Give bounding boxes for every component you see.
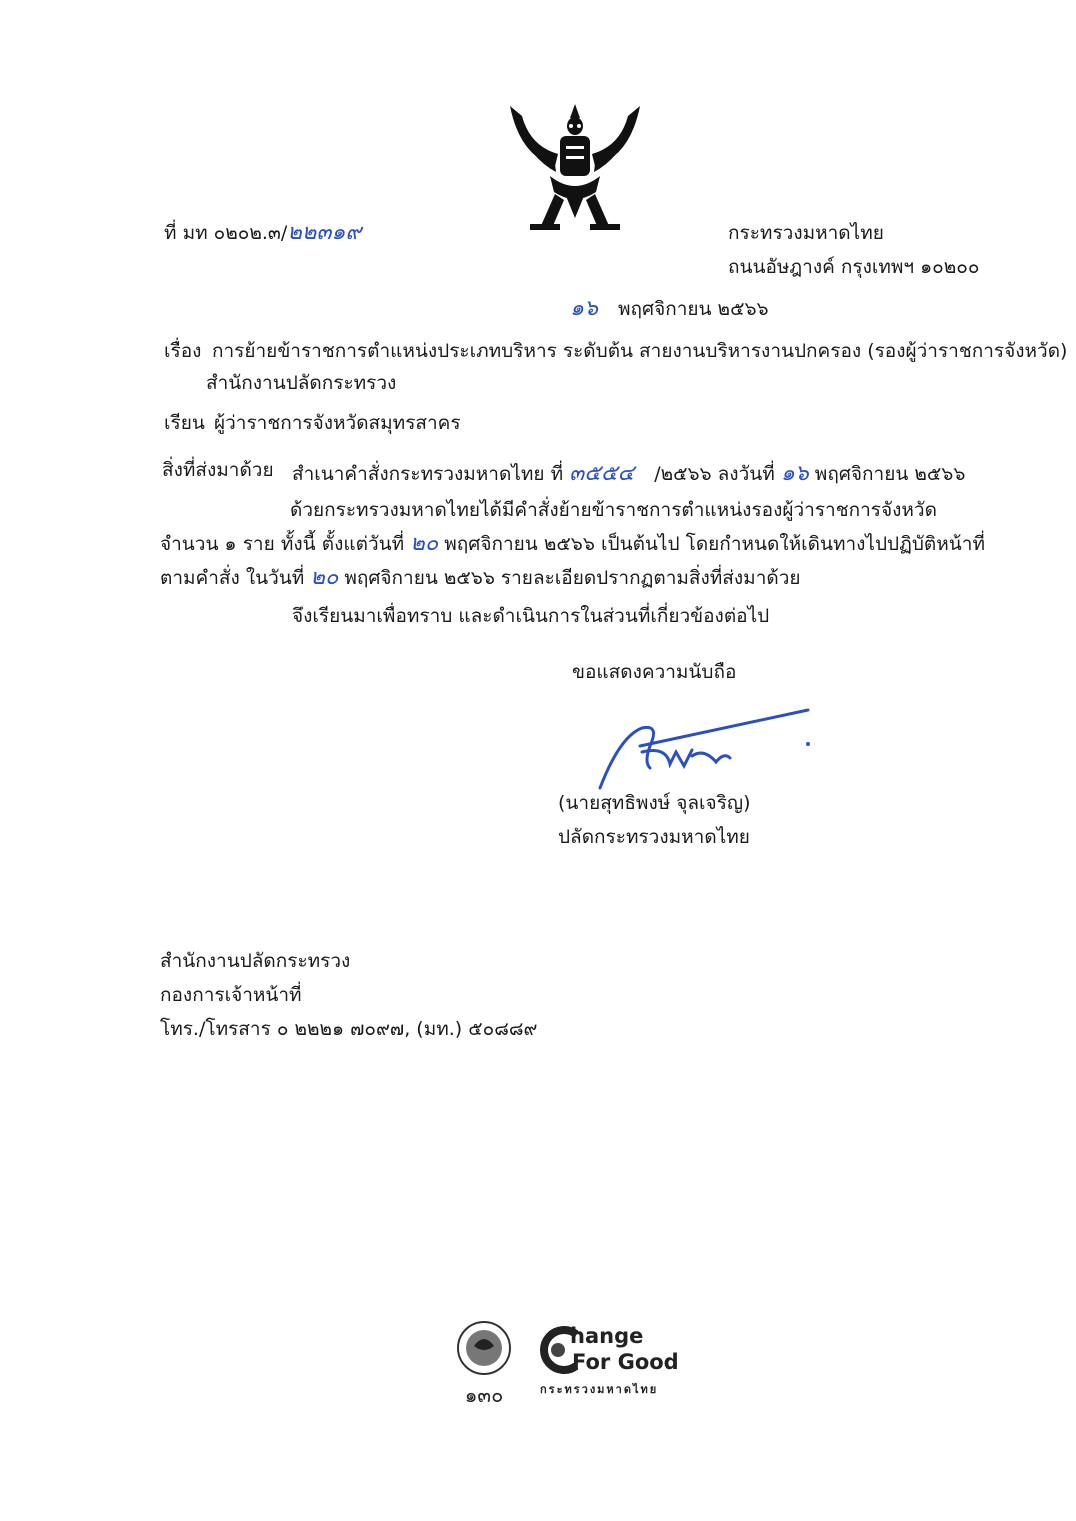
subject-label: เรื่อง	[164, 340, 202, 362]
reference-prefix: ที่ มท ๐๒๐๒.๓/	[164, 222, 288, 244]
change-for-good-logo	[536, 1322, 696, 1398]
ministry-name: กระทรวงมหาดไทย	[728, 222, 884, 244]
enclosure-month-year: พฤศจิกายน ๒๕๖๖	[814, 463, 966, 485]
enclosure-text	[292, 455, 965, 490]
anniversary-number: ๑๓๐	[464, 1383, 504, 1407]
for-good-word: For Good	[572, 1350, 679, 1374]
body-paragraph-2: จึงเรียนมาเพื่อทราบ และดำเนินการในส่วนที่เกี่ยวข้องต่อไป	[292, 605, 770, 627]
salutation-recipient: ผู้ว่าราชการจังหวัดสมุทรสาคร	[214, 412, 461, 434]
reference-handwritten: ๒๒๓๑๙	[287, 220, 362, 245]
body-day-2-handwritten: ๒๐	[310, 565, 339, 590]
signatory-position: ปลัดกระทรวงมหาดไทย	[558, 826, 750, 848]
enclosure-day-handwritten: ๑๖	[780, 461, 809, 486]
closing-regards: ขอแสดงความนับถือ	[572, 661, 737, 683]
body-paragraph-1	[160, 493, 985, 595]
letter-date	[570, 290, 769, 325]
footer-phone: โทร./โทรสาร ๐ ๒๒๒๑ ๗๐๙๗, (มท.) ๕๐๘๘๙	[160, 1018, 538, 1040]
enclosure-number-handwritten: ๓๕๕๔	[569, 461, 635, 486]
enclosure-date-label: /๒๕๖๖ ลงวันที่	[654, 463, 775, 485]
salutation-label: เรียน	[164, 412, 205, 434]
body-text-b: พฤศจิกายน ๒๕๖๖ เป็นต้นไป โดยกำหนดให้เดินทางไปปฏิบัติหน้าที่ตามคำสั่ง ในวันที่	[160, 533, 985, 589]
reference-number	[164, 214, 361, 249]
anniversary-logo	[444, 1318, 524, 1407]
body-day-1-handwritten: ๒๐	[410, 531, 439, 556]
subject-line-2: สำนักงานปลัดกระทรวง	[206, 372, 397, 394]
footer-division: กองการเจ้าหน้าที่	[160, 984, 302, 1006]
ministry-address: ถนนอัษฎางค์ กรุงเทพฯ ๑๐๒๐๐	[728, 256, 980, 278]
change-org-name: กระทรวงมหาดไทย	[540, 1383, 659, 1396]
body-text-c: พฤศจิกายน ๒๕๖๖ รายละเอียดปรากฏตามสิ่งที่ส่งมาด้วย	[344, 567, 801, 589]
date-day-handwritten: ๑๖	[570, 296, 598, 321]
enclosure-order: สำเนาคำสั่งกระทรวงมหาดไทย ที่	[292, 463, 564, 485]
change-word: hange	[570, 1324, 644, 1348]
body-text-a: ด้วยกระทรวงมหาดไทยได้มีคำสั่งย้ายข้าราชการตำแหน่งรองผู้ว่าราชการจังหวัด จำนวน ๑ ราย ทั้งนี้ ตั้งแต่วันที่	[160, 499, 937, 555]
subject-line-1: การย้ายข้าราชการตำแหน่งประเภทบริหาร ระดับต้น สายงานบริหารงานปกครอง (รองผู้ว่าราชการจังหวัด)	[212, 340, 1068, 362]
footer-office: สำนักงานปลัดกระทรวง	[160, 950, 351, 972]
signatory-name: (นายสุทธิพงษ์ จุลเจริญ)	[558, 792, 751, 814]
enclosure-label: สิ่งที่ส่งมาด้วย	[162, 459, 274, 481]
anniversary-emblem-icon	[444, 1318, 524, 1380]
garuda-emblem-icon	[500, 96, 650, 236]
date-month-year: พฤศจิกายน ๒๕๖๖	[617, 298, 769, 320]
